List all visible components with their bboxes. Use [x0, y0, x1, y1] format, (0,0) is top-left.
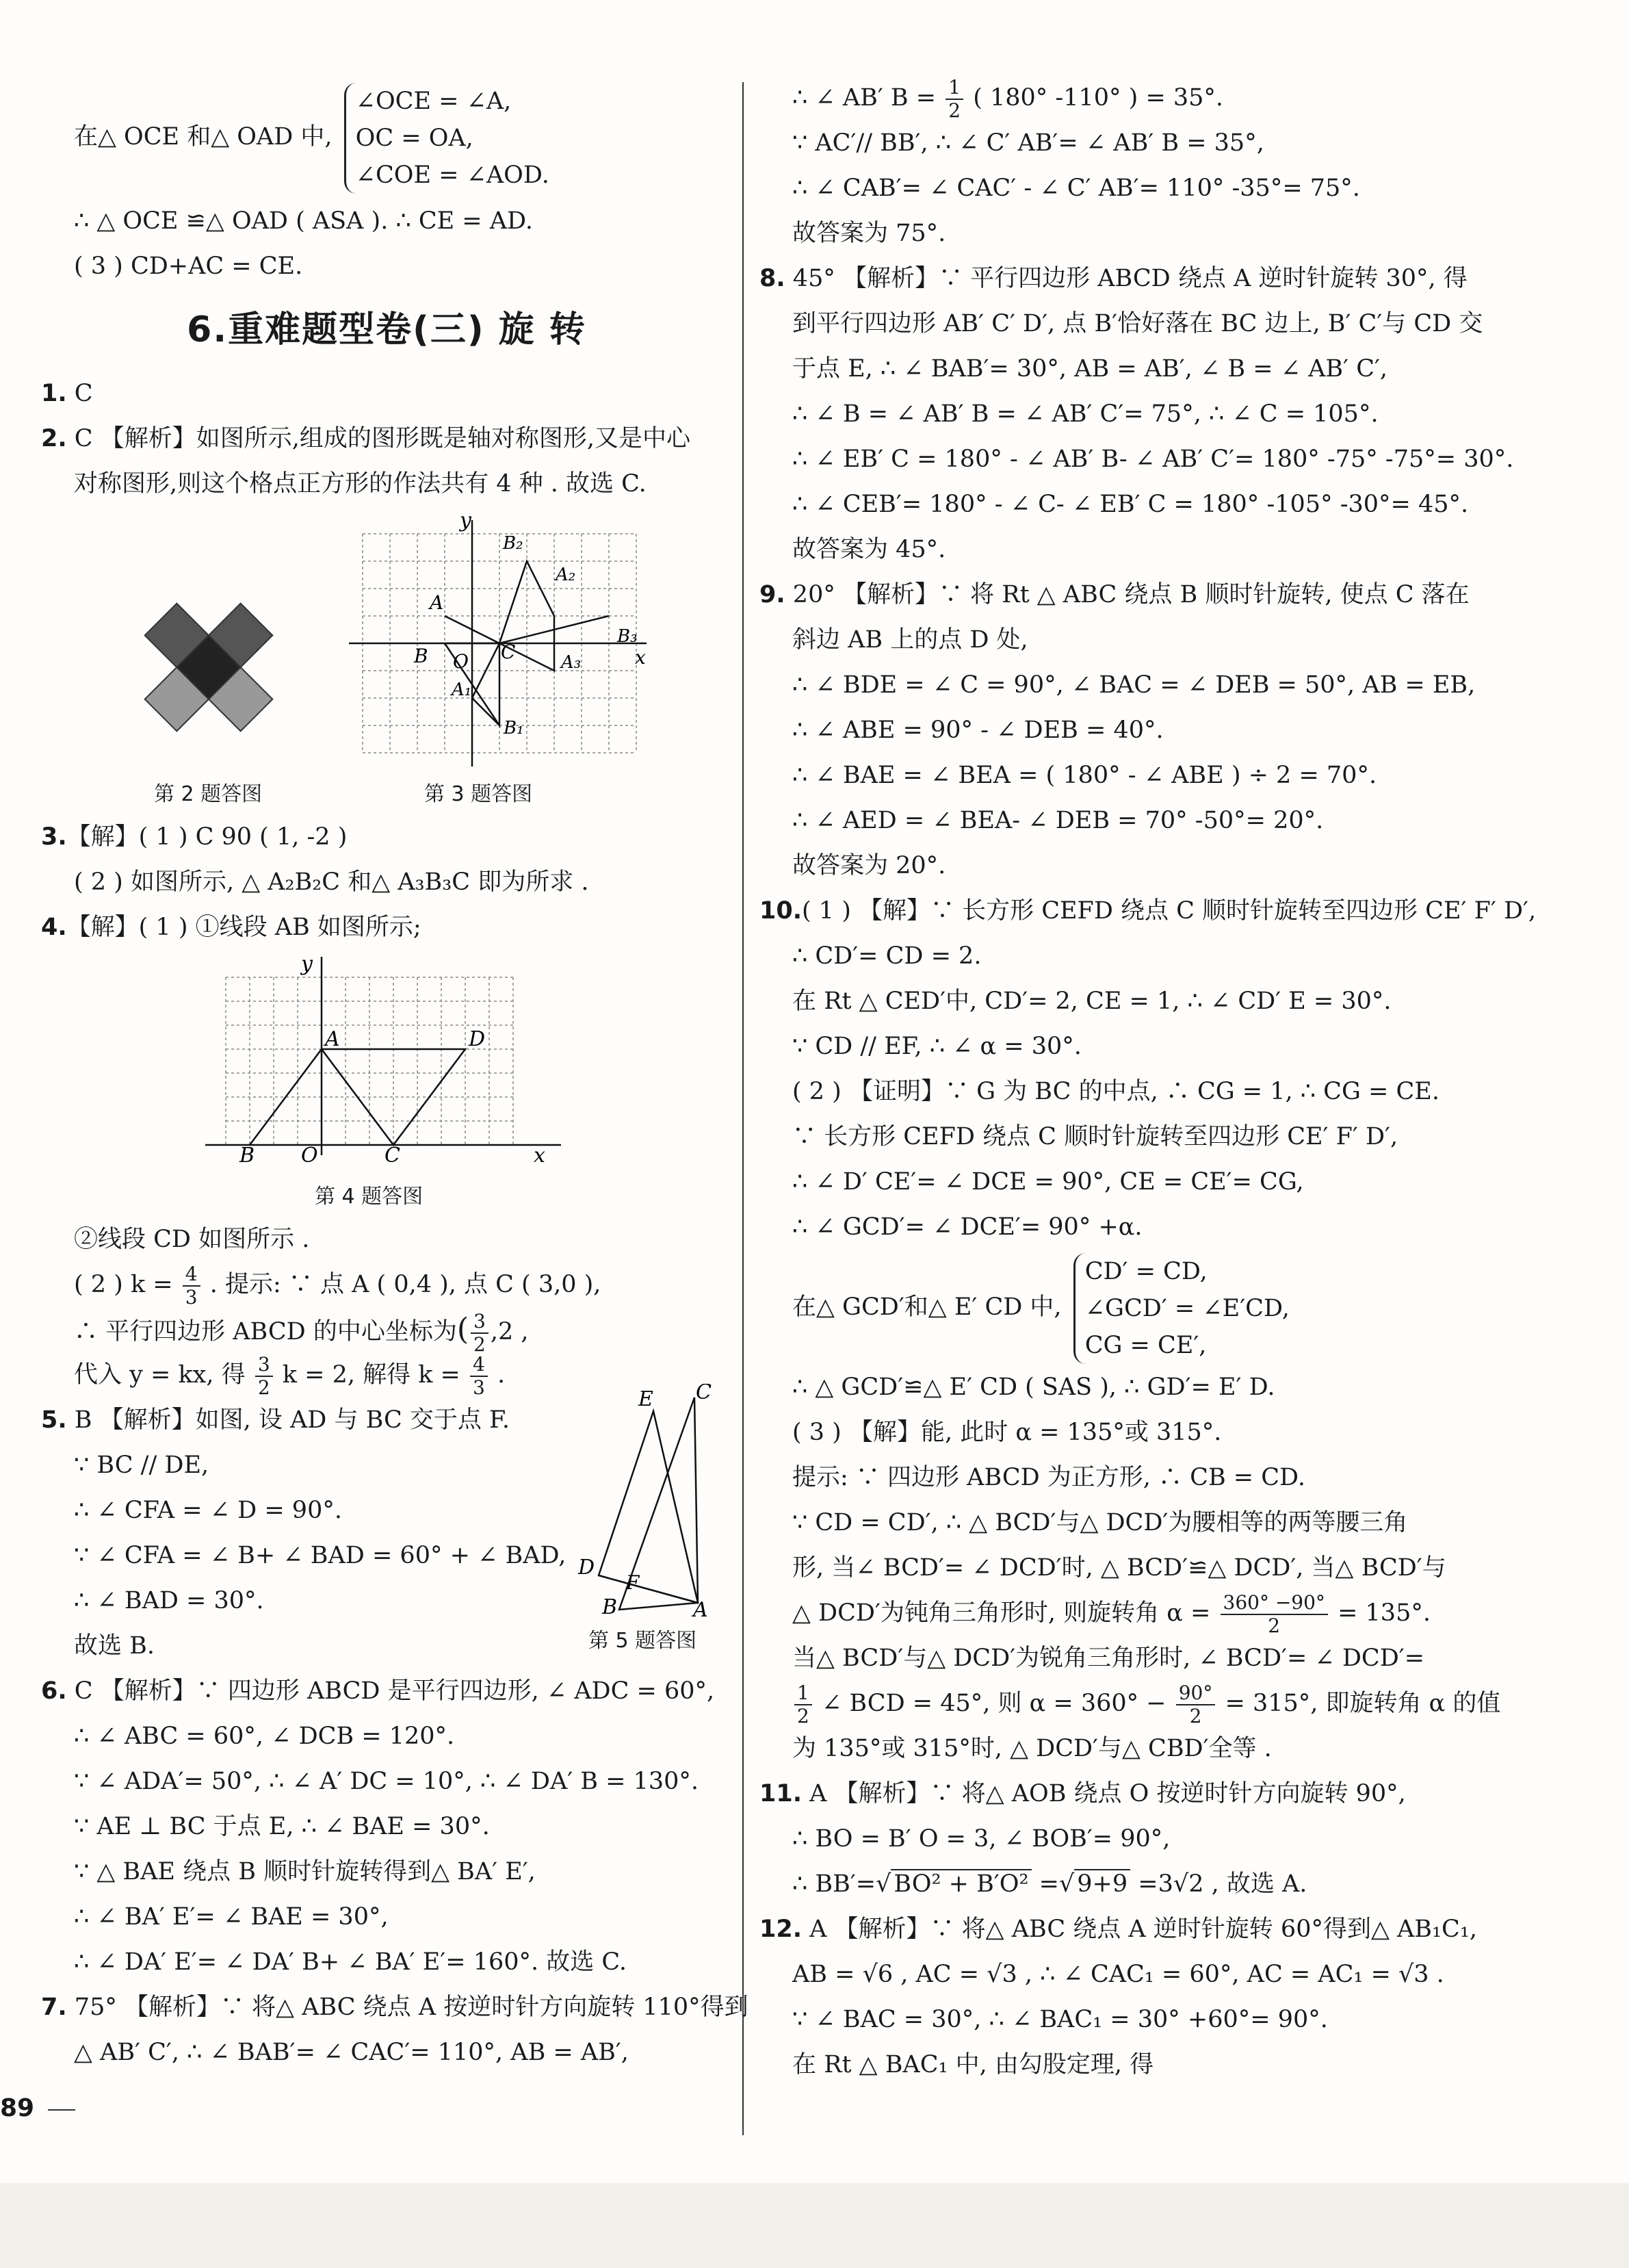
- fig3-label: y: [460, 508, 471, 532]
- answer-text: = 135°.: [1338, 1599, 1431, 1627]
- answer-text: B 【解析】如图, 设 AD 与 BC 交于点 F.: [74, 1406, 510, 1434]
- answer-text: ( 180° -110° ) = 35°.: [973, 84, 1224, 112]
- fig5-label: F: [626, 1571, 640, 1594]
- answer-text: 形, 当∠ BCD′= ∠ DCD′时, △ BCD′≌△ DCD′, 当△ BCD′与: [792, 1554, 1446, 1582]
- denominator: 3: [473, 1376, 485, 1399]
- fraction: [794, 1682, 812, 1727]
- answer-text: ∴ ∠ D′ CE′= ∠ DCE = 90°, CE = CE′= CG,: [792, 1168, 1304, 1196]
- answer-text: ∴ ∠ GCD′= ∠ DCE′= 90° +α.: [792, 1213, 1143, 1241]
- answer-text: ∴ ∠ B = ∠ AB′ B = ∠ AB′ C′= 75°, ∴ ∠ C = 105°.: [792, 400, 1379, 428]
- answer-text: 故选 B.: [74, 1632, 155, 1660]
- fig3-label: O: [453, 650, 469, 673]
- fig4-label: B: [239, 1144, 255, 1162]
- answer-text: 斜边 AB 上的点 D 处,: [792, 626, 1028, 654]
- fig4-label: A: [325, 1027, 340, 1051]
- answer-text: ∵ CD = CD′, ∴ △ BCD′与△ DCD′为腰相等的两等腰三角: [792, 1509, 1408, 1536]
- sqrt-radicand: BO² + B′O²: [891, 1869, 1031, 1898]
- answer-text: =3√2 , 故选 A.: [1138, 1870, 1307, 1898]
- answer-text: ∵ ∠ CFA = ∠ B+ ∠ BAD = 60° + ∠ BAD,: [74, 1542, 566, 1569]
- system-eq-3: CG = CE′,: [1084, 1331, 1207, 1359]
- answer-text: ∴ CD′= CD = 2.: [792, 942, 982, 970]
- answer-text: ,2 ,: [490, 1318, 529, 1345]
- answer-text: ∵ ∠ BAC = 30°, ∴ ∠ BAC₁ = 30° +60°= 90°.: [792, 2006, 1328, 2033]
- answer-text: ( 2 ) 【证明】∵ G 为 BC 的中点, ∴ CG = 1, ∴ CG = CE.: [792, 1078, 1439, 1105]
- fig3-label: x: [635, 646, 646, 669]
- answer-line: ∴ BB′=√ BO² + B′O² =√ 9+9 =3√2 , 故选 A.: [792, 1870, 1307, 1898]
- answer-text: 在 Rt △ CED′中, CD′= 2, CE = 1, ∴ ∠ CD′ E = 30°.: [792, 988, 1392, 1015]
- denominator: 2: [473, 1332, 486, 1356]
- answer-text: ∴ BB′=: [792, 1870, 876, 1898]
- fig4-label: O: [301, 1144, 318, 1162]
- fig5-label: A: [693, 1598, 708, 1616]
- answer-text: ∴ ∠ AED = ∠ BEA- ∠ DEB = 70° -50°= 20°.: [792, 807, 1324, 834]
- question-5-block: [41, 1384, 732, 1668]
- sqrt-radicand: 9+9: [1074, 1869, 1130, 1898]
- numerator: 4: [183, 1263, 200, 1287]
- answer-text: C 【解析】如图所示,组成的图形既是轴对称图形,又是中心: [74, 425, 690, 452]
- fig3-label: B₃: [617, 626, 638, 647]
- answer-text: 在△ GCD′和△ E′ CD 中,: [792, 1293, 1062, 1321]
- question-number: 9.: [759, 581, 785, 608]
- fig3-label: A: [430, 591, 444, 614]
- figure-2-caption: 第 2 题答图: [154, 782, 263, 806]
- answer-text: ∴ ∠ BAE = ∠ BEA = ( 180° - ∠ ABE ) ÷ 2 = 70°.: [792, 762, 1377, 789]
- answer-text: ∴ ∠ CAB′= ∠ CAC′ - ∠ C′ AB′= 110° -35°= 75°.: [792, 175, 1360, 202]
- fig3-label: C: [501, 641, 516, 663]
- denominator: 3: [185, 1285, 198, 1309]
- answer-text: ∵ CD // EF, ∴ ∠ α = 30°.: [792, 1033, 1082, 1060]
- question-number: 2.: [41, 425, 67, 452]
- proof-text: 在△ OCE 和△ OAD 中,: [74, 123, 333, 151]
- denominator: 2: [257, 1376, 270, 1399]
- numerator: 1: [946, 77, 963, 100]
- question-number: 5.: [41, 1406, 67, 1434]
- denominator: 2: [948, 99, 961, 122]
- answer-text: ∴ 平行四边形 ABCD 的中心坐标为: [74, 1318, 457, 1345]
- question-number: 10.: [759, 897, 803, 925]
- column-divider: [742, 82, 744, 2135]
- page-bottom-margin: [0, 2183, 1629, 2268]
- system-eq-1: CD′ = CD,: [1084, 1257, 1208, 1285]
- numerator: 3: [471, 1311, 488, 1334]
- denominator: 2: [1189, 1704, 1202, 1727]
- answer-text: 代入 y = kx, 得: [74, 1361, 246, 1389]
- question-number: 8.: [759, 265, 785, 292]
- question-number: 1.: [41, 380, 67, 407]
- answer-text: 故答案为 45°.: [792, 536, 946, 563]
- answer-line: [759, 1250, 1601, 1365]
- answer-text: ∴ △ GCD′≌△ E′ CD ( SAS ), ∴ GD′= E′ D.: [792, 1374, 1275, 1401]
- answer-text: ( 3 ) 【解】能, 此时 α = 135°或 315°.: [792, 1419, 1222, 1446]
- answer-text: ∴ ∠ AB′ B =: [792, 84, 937, 112]
- answer-text: 对称图形,则这个格点正方形的作法共有 4 种 . 故选 C.: [74, 470, 647, 498]
- fig3-label: B: [414, 645, 428, 667]
- answer-text: △ DCD′为钝角三角形时, 则旋转角 α =: [792, 1599, 1211, 1627]
- numerator: 1: [794, 1682, 812, 1705]
- answer-text: ∴ BO = B′ O = 3, ∠ BOB′= 90°,: [792, 1825, 1171, 1853]
- figure-4-caption: 第 4 题答图: [315, 1185, 423, 1209]
- answer-text: ∵ △ BAE 绕点 B 顺时针旋转得到△ BA′ E′,: [74, 1858, 536, 1885]
- answer-text: 到平行四边形 AB′ C′ D′, 点 B′恰好落在 BC 边上, B′ C′与 CD 交: [792, 310, 1483, 337]
- answer-text: 45° 【解析】∵ 平行四边形 ABCD 绕点 A 逆时针旋转 30°, 得: [792, 265, 1468, 292]
- question-number: 6.: [41, 1677, 67, 1705]
- answer-text: 为 135°或 315°时, △ DCD′与△ CBD′全等 .: [792, 1735, 1272, 1762]
- answer-text: ∵ BC // DE,: [74, 1452, 209, 1479]
- answer-text: 提示: ∵ 四边形 ABCD 为正方形, ∴ CB = CD.: [792, 1464, 1305, 1491]
- answer-text: 故答案为 20°.: [792, 852, 946, 879]
- question-number: 4.: [41, 914, 67, 941]
- numerator: 3: [255, 1354, 273, 1377]
- answer-text: ∴ ∠ DA′ E′= ∠ DA′ B+ ∠ BA′ E′= 160°. 故选 C.: [74, 1948, 627, 1976]
- fraction: [1176, 1682, 1216, 1727]
- proof-line-3: ( 3 ) CD+AC = CE.: [74, 253, 303, 280]
- answer-text: ∵ AE ⊥ BC 于点 E, ∴ ∠ BAE = 30°.: [74, 1813, 490, 1840]
- answer-text: ∵ ∠ ADA′= 50°, ∴ ∠ A′ DC = 10°, ∴ ∠ DA′ B = 130°.: [74, 1768, 699, 1795]
- answer-text: 故答案为 75°.: [792, 220, 946, 247]
- system-eq-2: OC = OA,: [355, 124, 473, 152]
- figure-4-coordinate-grid: [198, 950, 582, 1162]
- fig3-label: A₃: [561, 652, 582, 673]
- answer-text: ∴ ∠ BA′ E′= ∠ BAE = 30°,: [74, 1903, 389, 1931]
- answer-text: = 315°, 即旋转角 α 的值: [1225, 1690, 1501, 1717]
- answer-text: ∴ ∠ CEB′= 180° - ∠ C- ∠ EB′ C = 180° -105° -30°= 45°.: [792, 491, 1469, 518]
- figure-3-coordinate-grid: [349, 506, 650, 766]
- fig3-label: A₂: [556, 565, 576, 585]
- answer-text: =: [1039, 1870, 1059, 1898]
- answer-text: ∵ 长方形 CEFD 绕点 C 顺时针旋转至四边形 CE′ F′ D′,: [792, 1123, 1398, 1150]
- fraction: [470, 1354, 488, 1399]
- answer-text: .: [497, 1361, 506, 1389]
- fig5-label: D: [578, 1556, 595, 1580]
- question-number: 11.: [759, 1780, 803, 1807]
- question-number: 3.: [41, 823, 67, 851]
- answer-text: ( 2 ) k =: [74, 1271, 173, 1298]
- left-column: [41, 75, 748, 2075]
- figure-2-cross-squares: [137, 595, 281, 739]
- fraction: [1221, 1592, 1328, 1637]
- answer-text: 在 Rt △ BAC₁ 中, 由勾股定理, 得: [792, 2051, 1154, 2078]
- section-title: 6.重难题型卷(三) 旋 转: [187, 309, 586, 350]
- answer-text: k = 2, 解得 k =: [282, 1361, 460, 1389]
- fig5-label: E: [638, 1387, 653, 1411]
- denominator: 2: [1268, 1614, 1281, 1637]
- figure-5-caption: 第 5 题答图: [588, 1629, 697, 1653]
- numerator: 360° −90°: [1221, 1592, 1328, 1615]
- fraction: [946, 77, 963, 122]
- fig4-label: y: [301, 952, 313, 976]
- page-number-dash: [48, 2109, 75, 2111]
- equation-system: [344, 83, 549, 194]
- answer-text: ∴ ∠ BDE = ∠ C = 90°, ∠ BAC = ∠ DEB = 50°, AB = EB,: [792, 671, 1476, 699]
- figure-5-triangles: [571, 1384, 722, 1616]
- answer-line: ∴ 平行四边形 ABCD 的中心坐标为( $\frac{3}{2}$ ,2 ,: [74, 1309, 529, 1356]
- answer-text: ∵ AC′// BB′, ∴ ∠ C′ AB′= ∠ AB′ B = 35°,: [792, 129, 1264, 157]
- answer-text: ∴ ∠ CFA = ∠ D = 90°.: [74, 1497, 342, 1524]
- answer-line: [759, 1681, 1601, 1726]
- fraction: [471, 1311, 488, 1356]
- right-column: [759, 75, 1601, 2087]
- fig5-label: B: [602, 1595, 618, 1616]
- page-number: 89: [0, 2094, 35, 2122]
- answer-text: 当△ BCD′与△ DCD′为锐角三角形时, ∠ BCD′= ∠ DCD′=: [792, 1645, 1425, 1672]
- answer-text: A 【解析】∵ 将△ AOB 绕点 O 按逆时针方向旋转 90°,: [809, 1780, 1406, 1807]
- answer-line: [759, 1590, 1601, 1636]
- numerator: 4: [470, 1354, 488, 1377]
- answer-text: C 【解析】∵ 四边形 ABCD 是平行四边形, ∠ ADC = 60°,: [74, 1677, 715, 1705]
- answer-text: △ AB′ C′, ∴ ∠ BAB′= ∠ CAC′= 110°, AB = AB′,: [74, 2039, 629, 2066]
- numerator: 90°: [1176, 1682, 1216, 1705]
- answer-text: 【解】( 1 ) ①线段 AB 如图所示;: [66, 914, 421, 941]
- system-eq-2: ∠GCD′ = ∠E′CD,: [1084, 1294, 1290, 1322]
- answer-text: 75° 【解析】∵ 将△ ABC 绕点 A 按逆时针方向旋转 110°得到: [74, 1994, 748, 2021]
- answer-text: C: [74, 380, 93, 407]
- answer-text: 【解】( 1 ) C 90 ( 1, -2 ): [66, 823, 348, 851]
- answer-text: ∴ ∠ BAD = 30°.: [74, 1587, 264, 1614]
- denominator: 2: [797, 1704, 809, 1727]
- fig4-label: x: [534, 1144, 545, 1162]
- question-number: 7.: [41, 1994, 67, 2021]
- figure-4-block: [41, 950, 732, 1217]
- proof-line-1: [41, 75, 732, 198]
- fig4-label: D: [469, 1027, 486, 1051]
- equation-system: [1073, 1253, 1290, 1364]
- answer-text: ∴ ∠ ABE = 90° - ∠ DEB = 40°.: [792, 717, 1164, 744]
- fig4-label: C: [385, 1144, 400, 1162]
- answer-text: A 【解析】∵ 将△ ABC 绕点 A 逆时针旋转 60°得到△ AB₁C₁,: [809, 1916, 1477, 1943]
- fig3-label: B₂: [503, 533, 523, 554]
- answer-text: ( 2 ) 如图所示, △ A₂B₂C 和△ A₃B₃C 即为所求 .: [74, 868, 589, 896]
- answer-line: [759, 75, 1601, 120]
- system-eq-3: ∠COE = ∠AOD.: [355, 161, 549, 189]
- answer-text: ②线段 CD 如图所示 .: [74, 1226, 310, 1253]
- answer-text: ∠ BCD = 45°, 则 α = 360° −: [821, 1690, 1167, 1717]
- answer-text: 20° 【解析】∵ 将 Rt △ ABC 绕点 B 顺时针旋转, 使点 C 落在: [792, 581, 1470, 608]
- fig5-label: C: [696, 1384, 712, 1404]
- answer-text: . 提示: ∵ 点 A ( 0,4 ), 点 C ( 3,0 ),: [209, 1271, 601, 1298]
- answer-text: 于点 E, ∴ ∠ BAB′= 30°, AB = AB′, ∠ B = ∠ AB′ C′,: [792, 355, 1388, 383]
- figure-3-caption: 第 3 题答图: [424, 782, 533, 806]
- fraction: [183, 1263, 200, 1309]
- fraction: [255, 1354, 273, 1399]
- system-eq-1: ∠OCE = ∠A,: [355, 87, 512, 115]
- proof-line-2: ∴ △ OCE ≌△ OAD ( ASA ). ∴ CE = AD.: [74, 207, 533, 235]
- fig3-label: B₁: [504, 718, 524, 738]
- answer-line: [41, 1262, 732, 1307]
- fig3-label: A₁: [452, 680, 472, 700]
- question-number: 12.: [759, 1916, 803, 1943]
- answer-text: ∴ ∠ ABC = 60°, ∠ DCB = 120°.: [74, 1723, 455, 1750]
- answer-text: ∴ ∠ EB′ C = 180° - ∠ AB′ B- ∠ AB′ C′= 180° -75° -75°= 30°.: [792, 446, 1514, 473]
- figures-2-3: [41, 506, 732, 806]
- answer-text: AB = √6 , AC = √3 , ∴ ∠ CAC₁ = 60°, AC = AC₁ = √3 .: [792, 1961, 1444, 1988]
- answer-text: ( 1 ) 【解】∵ 长方形 CEFD 绕点 C 顺时针旋转至四边形 CE′ F′ D′,: [802, 897, 1537, 925]
